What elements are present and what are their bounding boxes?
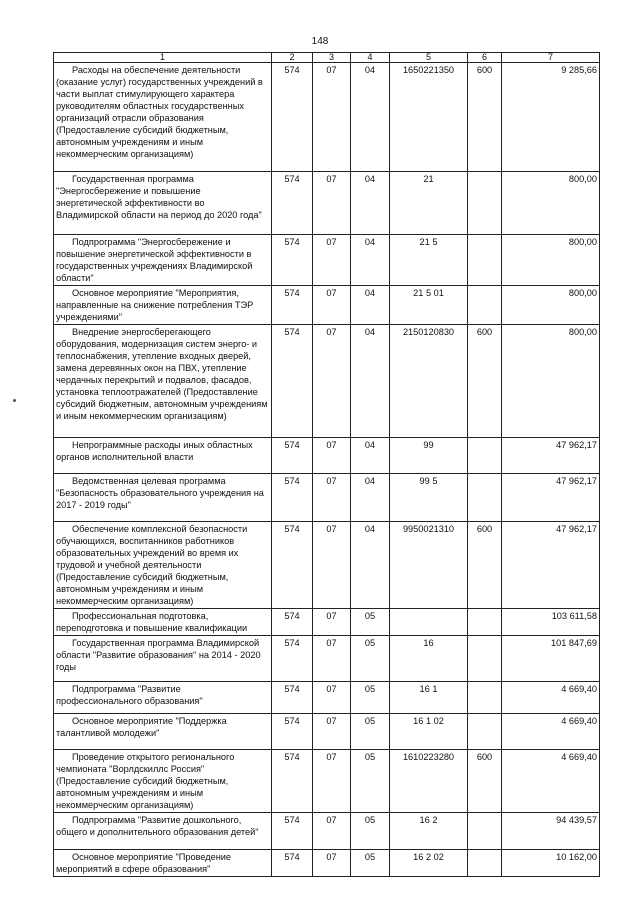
row-code-section: 07 <box>313 235 351 286</box>
row-amount: 47 962,17 <box>502 522 600 609</box>
row-amount: 103 611,58 <box>502 609 600 636</box>
table-row <box>54 714 600 750</box>
row-code-admin: 574 <box>272 522 313 609</box>
row-code-target: 16 <box>390 636 468 682</box>
row-code-subsection: 05 <box>351 714 390 750</box>
table-row <box>54 325 600 438</box>
row-code-admin: 574 <box>272 474 313 522</box>
row-code-target: 1650221350 <box>390 63 468 172</box>
row-amount: 47 962,17 <box>502 438 600 474</box>
table-header-row <box>54 53 600 63</box>
row-code-expense-type <box>468 438 502 474</box>
row-code-expense-type <box>468 609 502 636</box>
row-code-section: 07 <box>313 522 351 609</box>
row-code-subsection: 04 <box>351 63 390 172</box>
row-code-admin: 574 <box>272 235 313 286</box>
row-amount: 4 669,40 <box>502 714 600 750</box>
row-code-section: 07 <box>313 325 351 438</box>
row-code-expense-type: 600 <box>468 325 502 438</box>
row-name: Проведение открытого регионального чемпионата "Ворлдскиллс Россия" (Предоставление субсидий бюджетным, автономным учреждениям и иным некоммерческим организациям) <box>54 750 272 813</box>
row-amount: 800,00 <box>502 235 600 286</box>
row-code-expense-type <box>468 682 502 714</box>
row-code-admin: 574 <box>272 172 313 235</box>
table-row <box>54 609 600 636</box>
table-row <box>54 636 600 682</box>
table-row <box>54 813 600 850</box>
row-code-expense-type <box>468 235 502 286</box>
row-code-section: 07 <box>313 682 351 714</box>
row-code-subsection: 04 <box>351 438 390 474</box>
row-amount: 800,00 <box>502 325 600 438</box>
row-code-subsection: 05 <box>351 850 390 877</box>
row-code-expense-type <box>468 172 502 235</box>
page-number: 148 <box>311 36 329 47</box>
row-code-target: 21 <box>390 172 468 235</box>
budget-table <box>53 52 600 877</box>
row-amount: 10 162,00 <box>502 850 600 877</box>
row-code-subsection: 04 <box>351 172 390 235</box>
row-name: Обеспечение комплексной безопасности обучающихся, воспитанников работников образовательных учреждений во время их трудовой и учебной деятельности (Предоставление субсидий бюджетным, автономным учреждениям и иным некоммерческим организациям) <box>54 522 272 609</box>
row-code-target: 99 5 <box>390 474 468 522</box>
row-name: Государственная программа "Энергосбережение и повышение энергетической эффективности во Владимирской области на период до 2020 года" <box>54 172 272 235</box>
row-code-section: 07 <box>313 714 351 750</box>
row-code-admin: 574 <box>272 813 313 850</box>
row-code-section: 07 <box>313 750 351 813</box>
row-code-section: 07 <box>313 172 351 235</box>
row-code-subsection: 05 <box>351 750 390 813</box>
row-code-target: 2150120830 <box>390 325 468 438</box>
row-code-admin: 574 <box>272 750 313 813</box>
row-name: Государственная программа Владимирской области "Развитие образования" на 2014 - 2020 годы <box>54 636 272 682</box>
row-code-admin: 574 <box>272 682 313 714</box>
table-row <box>54 286 600 325</box>
row-code-expense-type <box>468 813 502 850</box>
row-code-subsection: 04 <box>351 325 390 438</box>
column-header: 3 <box>313 53 351 63</box>
row-code-admin: 574 <box>272 286 313 325</box>
row-code-admin: 574 <box>272 63 313 172</box>
row-amount: 4 669,40 <box>502 750 600 813</box>
row-amount: 47 962,17 <box>502 474 600 522</box>
row-name: Подпрограмма "Энергосбережение и повышение энергетической эффективности в государственных учреждениях Владимирской области" <box>54 235 272 286</box>
column-header: 4 <box>351 53 390 63</box>
row-code-target: 16 1 02 <box>390 714 468 750</box>
row-code-expense-type <box>468 850 502 877</box>
row-amount: 800,00 <box>502 286 600 325</box>
row-code-admin: 574 <box>272 325 313 438</box>
row-code-admin: 574 <box>272 714 313 750</box>
column-header: 7 <box>502 53 600 63</box>
row-code-target: 21 5 01 <box>390 286 468 325</box>
row-code-expense-type <box>468 474 502 522</box>
row-name: Ведомственная целевая программа "Безопасность образовательного учреждения на 2017 - 2019 годы" <box>54 474 272 522</box>
row-code-subsection: 05 <box>351 682 390 714</box>
table-row <box>54 474 600 522</box>
row-amount: 94 439,57 <box>502 813 600 850</box>
row-code-admin: 574 <box>272 438 313 474</box>
table-row <box>54 438 600 474</box>
row-code-subsection: 04 <box>351 235 390 286</box>
row-code-target: 16 1 <box>390 682 468 714</box>
row-name: Расходы на обеспечение деятельности (оказание услуг) государственных учреждений в части выплат стимулирующего характера руководителям областных государственных организаций отрасли образования (Предоставление субсидий бюджетным, автономным учреждениям и иным некоммерческим организациям) <box>54 63 272 172</box>
row-code-section: 07 <box>313 813 351 850</box>
row-name: Основное мероприятие "Проведение мероприятий в сфере образования" <box>54 850 272 877</box>
row-code-section: 07 <box>313 286 351 325</box>
row-code-expense-type <box>468 714 502 750</box>
margin-mark <box>13 399 16 402</box>
column-header: 6 <box>468 53 502 63</box>
row-name: Подпрограмма "Развитие дошкольного, общего и дополнительного образования детей" <box>54 813 272 850</box>
column-header: 1 <box>54 53 272 63</box>
row-name: Профессиональная подготовка, переподготовка и повышение квалификации <box>54 609 272 636</box>
row-name: Основное мероприятие "Поддержка талантливой молодежи" <box>54 714 272 750</box>
table-row <box>54 750 600 813</box>
row-name: Подпрограмма "Развитие профессионального образования" <box>54 682 272 714</box>
row-code-expense-type: 600 <box>468 522 502 609</box>
column-header: 5 <box>390 53 468 63</box>
table-row <box>54 522 600 609</box>
row-code-target: 9950021310 <box>390 522 468 609</box>
row-amount: 4 669,40 <box>502 682 600 714</box>
table-row <box>54 235 600 286</box>
row-code-target: 21 5 <box>390 235 468 286</box>
row-code-subsection: 05 <box>351 609 390 636</box>
row-code-target: 99 <box>390 438 468 474</box>
table-row <box>54 850 600 877</box>
table-row <box>54 172 600 235</box>
row-code-subsection: 05 <box>351 636 390 682</box>
row-code-expense-type: 600 <box>468 750 502 813</box>
row-code-target: 16 2 <box>390 813 468 850</box>
row-code-subsection: 04 <box>351 286 390 325</box>
row-name: Непрограммные расходы иных областных органов исполнительной власти <box>54 438 272 474</box>
row-name: Основное мероприятие "Мероприятия, направленные на снижение потребления ТЭР учреждениями" <box>54 286 272 325</box>
row-code-target: 1610223280 <box>390 750 468 813</box>
row-code-section: 07 <box>313 609 351 636</box>
row-code-section: 07 <box>313 636 351 682</box>
table-row <box>54 63 600 172</box>
row-code-admin: 574 <box>272 636 313 682</box>
row-code-target <box>390 609 468 636</box>
row-code-section: 07 <box>313 850 351 877</box>
row-amount: 101 847,69 <box>502 636 600 682</box>
row-code-admin: 574 <box>272 609 313 636</box>
row-name: Внедрение энергосберегающего оборудования, модернизация систем энерго- и теплоснабжения, утепление входных дверей, замена деревянных окон на ПВХ, утепление чердачных перекрытий и подвалов, фасадов, установка теплоотражателей (Предоставление субсидий бюджетным, автономным учреждениям и иным некоммерческим организациям) <box>54 325 272 438</box>
row-code-expense-type <box>468 286 502 325</box>
table-row <box>54 682 600 714</box>
row-code-subsection: 04 <box>351 522 390 609</box>
row-code-section: 07 <box>313 63 351 172</box>
row-amount: 800,00 <box>502 172 600 235</box>
row-code-section: 07 <box>313 438 351 474</box>
row-code-target: 16 2 02 <box>390 850 468 877</box>
row-code-subsection: 04 <box>351 474 390 522</box>
row-amount: 9 285,66 <box>502 63 600 172</box>
row-code-expense-type <box>468 636 502 682</box>
row-code-section: 07 <box>313 474 351 522</box>
row-code-expense-type: 600 <box>468 63 502 172</box>
column-header: 2 <box>272 53 313 63</box>
row-code-subsection: 05 <box>351 813 390 850</box>
row-code-admin: 574 <box>272 850 313 877</box>
